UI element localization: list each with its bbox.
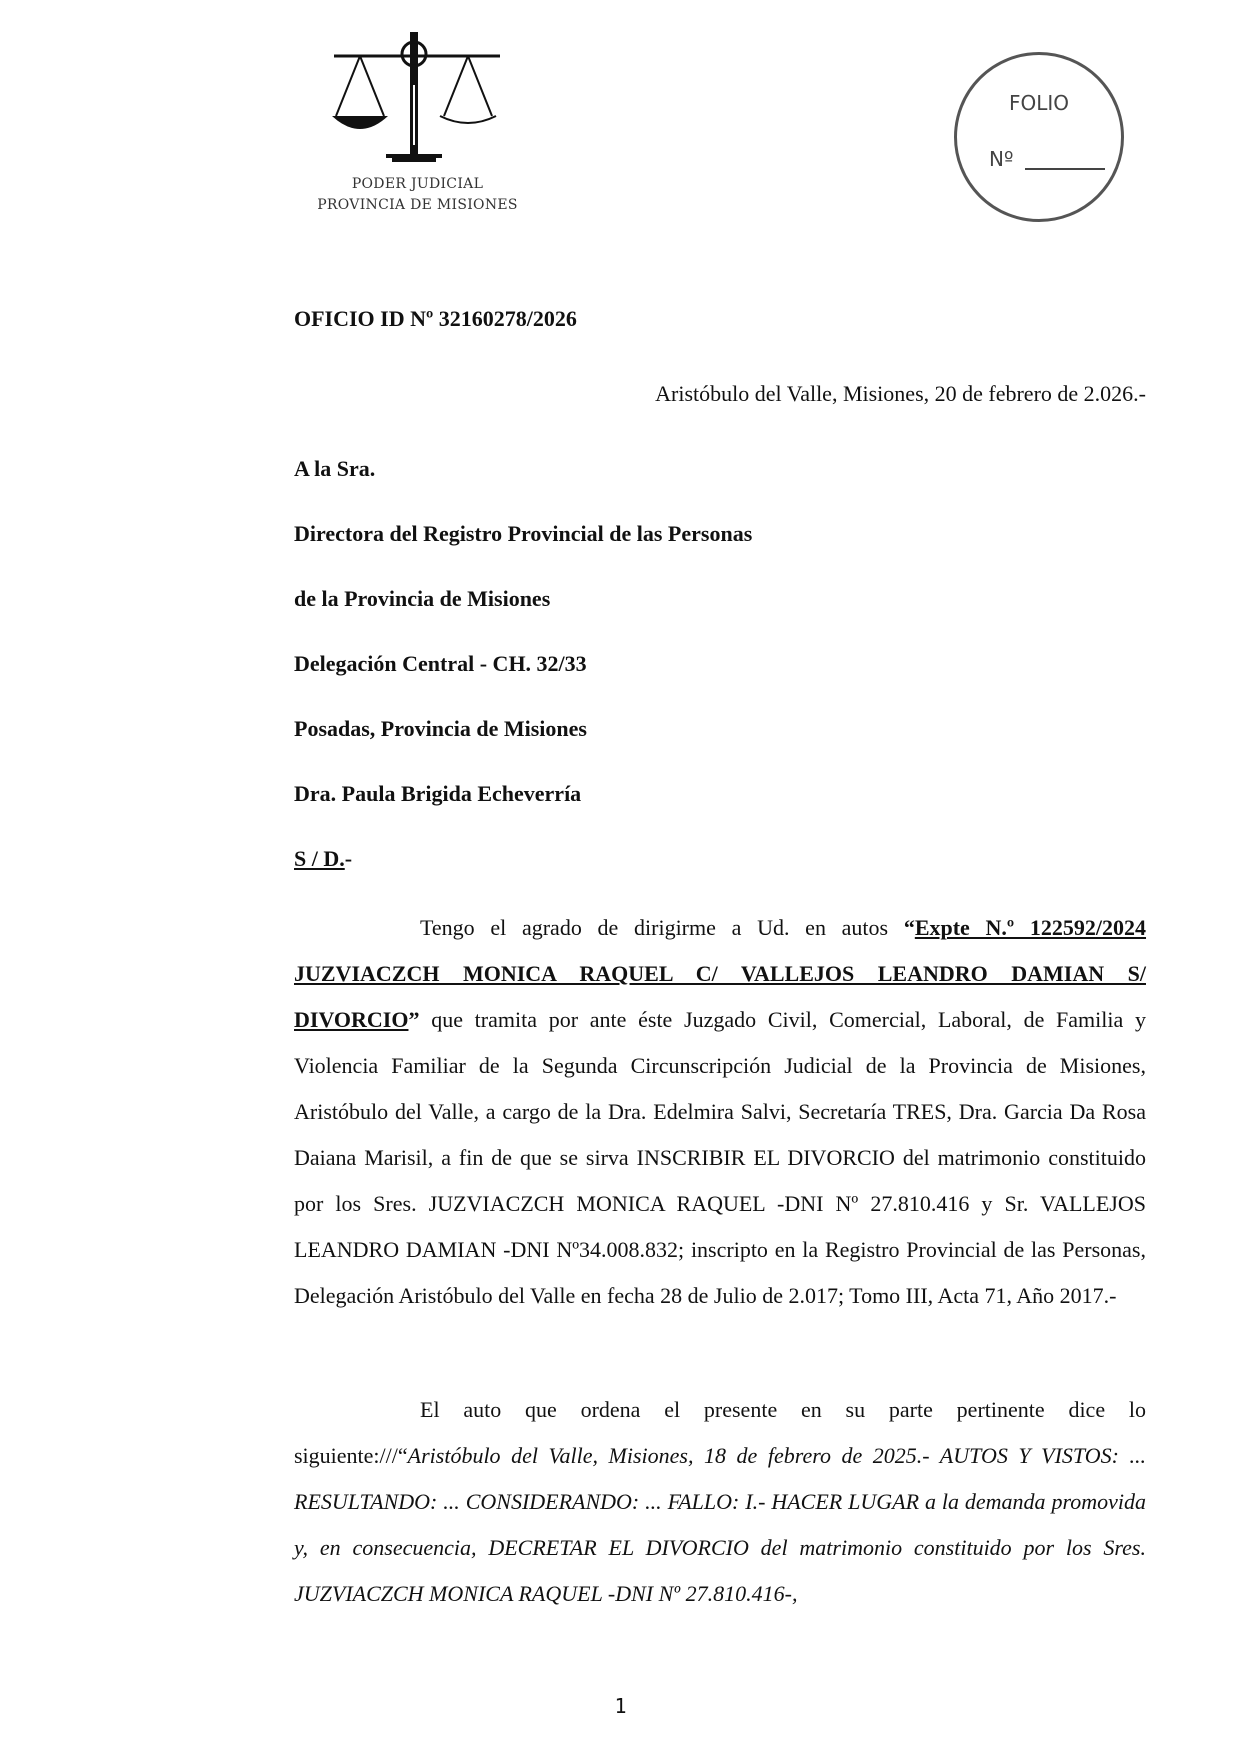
addressee-line-2: Directora del Registro Provincial de las Personas <box>294 521 753 546</box>
judicial-logo <box>310 30 525 220</box>
folio-stamp <box>954 52 1124 222</box>
p1-quote-open: “ <box>903 915 915 940</box>
oficio-id: OFICIO ID Nº 32160278/2026 <box>294 306 577 331</box>
folio-number-label: Nº <box>989 147 1014 171</box>
page-number: 1 <box>614 1694 627 1718</box>
case-reference: Expte N.º 122592/2024 JUZVIACZCH MONICA RAQUEL C/ VALLEJOS LEANDRO DAMIAN S/ DIVORCIO <box>294 915 1147 1032</box>
folio-label: FOLIO <box>1008 91 1070 115</box>
salutation-sd <box>294 836 1146 882</box>
addressee-line-6: Dra. Paula Brigida Echeverría <box>294 781 582 806</box>
addressee-line-3: de la Provincia de Misiones <box>294 586 551 611</box>
p2-quoted-ruling: Aristóbulo del Valle, Misiones, 18 de febrero de 2025.- AUTOS Y VISTOS: ... RESULTANDO: ... CONSIDERANDO: ... FALLO: I.- HACER LUGAR a la demanda promovida y, en consecuencia, DECRETAR EL DIVORCIO del matrimonio constituido por los Sres. JUZVIACZCH MONICA RAQUEL -DNI Nº 27.810.416-, <box>294 1443 1146 1606</box>
body-paragraph-2 <box>294 1387 1146 1617</box>
p1-rest: que tramita por ante éste Juzgado Civil, Comercial, Laboral, de Familia y Violencia Familiar de la Segunda Circunscripción Judicial de la Provincia de Misiones, Aristóbulo del Valle, a cargo de la Dra. Edelmira Salvi, Secretaría TRES, Dra. Garcia Da Rosa Daiana Marisil, a fin de que se sirva INSCRIBIR EL DIVORCIO del matrimonio constituido por los Sres. JUZVIACZCH MONICA RAQUEL -DNI Nº 27.810.416 y Sr. VALLEJOS LEANDRO DAMIAN -DNI Nº34.008.832; inscripto en la Registro Provincial de las Personas, Delegación Aristóbulo del Valle en fecha 28 de Julio de 2.017; Tomo III, Acta 71, Año 2017.- <box>294 1007 1146 1308</box>
body-paragraph-1 <box>294 905 1146 1319</box>
p1-intro: Tengo el agrado de dirigirme a Ud. en autos <box>420 915 904 940</box>
p2-intro: El auto que ordena el presente en su parte pertinente dice lo siguiente:///“ <box>294 1397 1146 1468</box>
folio-number-blank <box>1025 168 1105 170</box>
letter-date: Aristóbulo del Valle, Misiones, 20 de febrero de 2.026.- <box>655 381 1146 406</box>
sd-underlined: S / D. <box>294 846 345 871</box>
addressee-line-4: Delegación Central - CH. 32/33 <box>294 651 587 676</box>
sd-tail: - <box>344 846 353 871</box>
logo-text-line2: PROVINCIA DE MISIONES <box>317 197 518 213</box>
addressee-line-5: Posadas, Provincia de Misiones <box>294 716 587 741</box>
addressee-line-1: A la Sra. <box>294 456 376 481</box>
p1-quote-close: ” <box>408 1007 420 1032</box>
scales-of-justice-icon <box>330 30 505 172</box>
logo-text-line1: PODER JUDICIAL <box>351 176 484 192</box>
